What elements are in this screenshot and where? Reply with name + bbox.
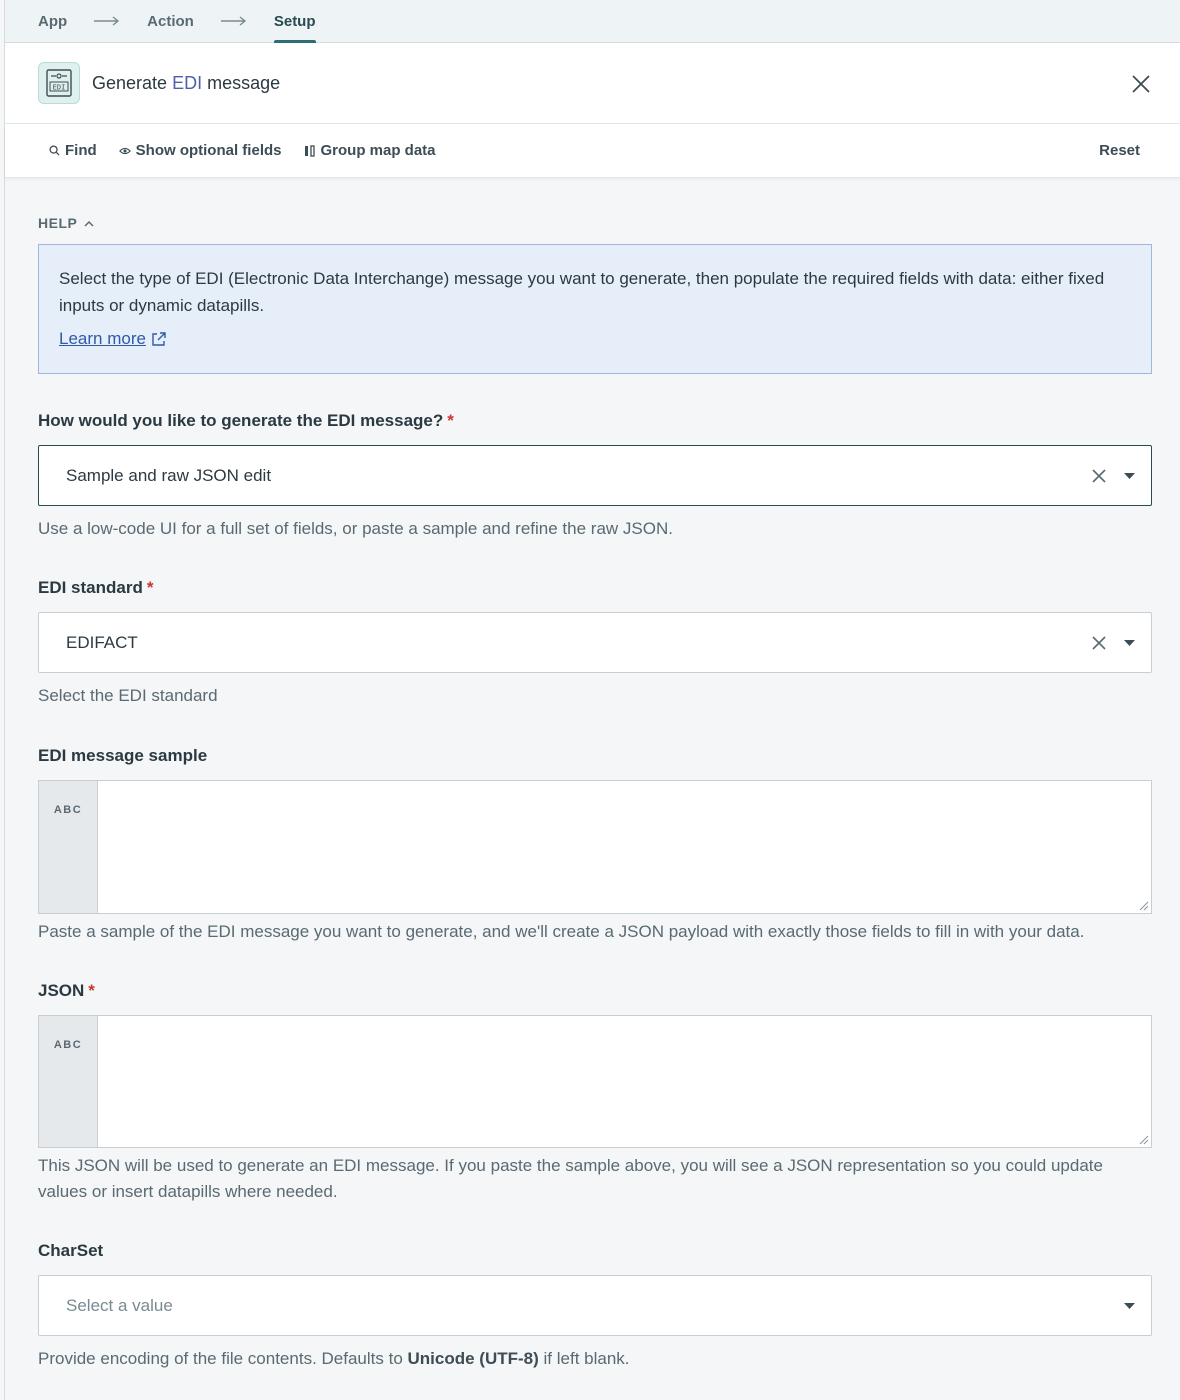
panel-header — [5, 43, 1180, 124]
group-map-data-button[interactable]: Group map data — [304, 142, 436, 159]
chevron-up-icon — [84, 220, 94, 227]
field-hint: This JSON will be used to generate an EDI message. If you paste the sample above, you will see a JSON representation so you could update values or insert datapills where needed. — [38, 1156, 1103, 1201]
caret-down-icon[interactable] — [1124, 473, 1135, 479]
recipe-step-panel — [4, 0, 1180, 1400]
required-marker: * — [88, 981, 95, 1000]
find-button[interactable]: Find — [49, 142, 97, 159]
page-title: Generate EDI message — [92, 72, 281, 93]
field-label: How would you like to generate the EDI message? * — [38, 411, 454, 430]
learn-more-link[interactable]: Learn more — [59, 329, 166, 349]
edi-sample-input-wrap — [38, 780, 1152, 914]
arrow-right-icon — [94, 16, 120, 26]
external-link-icon — [151, 332, 166, 347]
field-hint: Paste a sample of the EDI message you want to generate, and we'll create a JSON payload with exactly those fields to fill in with your data. — [38, 922, 1085, 941]
clear-icon[interactable] — [1092, 469, 1106, 483]
field-charset — [38, 1241, 1151, 1372]
field-hint: Use a low-code UI for a full set of fields, or paste a sample and refine the raw JSON. — [38, 519, 673, 538]
json-textarea[interactable] — [98, 1016, 1151, 1147]
search-icon — [49, 145, 60, 156]
field-mode — [38, 411, 1151, 542]
required-marker: * — [447, 411, 454, 430]
caret-down-icon[interactable] — [1124, 1303, 1135, 1309]
field-label: CharSet — [38, 1241, 104, 1260]
type-indicator: ABC — [39, 781, 98, 913]
eye-icon — [119, 146, 131, 156]
field-hint: Provide encoding of the file contents. Defaults to Unicode (UTF-8) if left blank. — [38, 1349, 630, 1368]
field-label: JSON * — [38, 981, 95, 1000]
mode-select[interactable]: Sample and raw JSON edit — [38, 445, 1152, 506]
title-highlight: EDI — [172, 72, 203, 93]
field-edi-standard — [38, 578, 1151, 709]
step-app[interactable]: App — [38, 12, 68, 30]
field-json — [38, 981, 1151, 1205]
clear-icon[interactable] — [1092, 636, 1106, 650]
caret-down-icon[interactable] — [1124, 640, 1135, 646]
close-icon — [1130, 73, 1152, 95]
form-content — [5, 215, 1180, 1372]
reset-button[interactable]: Reset — [1099, 142, 1140, 159]
field-label: EDI standard * — [38, 578, 154, 597]
select-placeholder: Select a value — [66, 1295, 173, 1315]
required-marker: * — [146, 578, 154, 597]
resize-grip-icon[interactable] — [1139, 901, 1149, 911]
help-panel — [38, 244, 1152, 374]
edi-sample-textarea[interactable] — [98, 781, 1151, 913]
help-toggle[interactable]: HELP — [38, 215, 94, 231]
field-edi-message-sample — [38, 746, 1151, 945]
edi-standard-select[interactable]: EDIFACT — [38, 612, 1152, 673]
charset-select[interactable] — [38, 1275, 1152, 1336]
field-hint: Select the EDI standard — [38, 686, 218, 705]
json-input-wrap — [38, 1015, 1152, 1148]
step-setup[interactable]: Setup — [274, 0, 316, 43]
svg-text:EDI: EDI — [52, 83, 66, 92]
help-text: Select the type of EDI (Electronic Data Interchange) message you want to generate, then populate the required fields with data: either fixed inputs or dynamic datapills. — [59, 269, 1105, 315]
type-indicator: ABC — [39, 1016, 98, 1147]
edi-document-icon — [38, 62, 80, 104]
field-toolbar — [5, 124, 1180, 178]
field-label: EDI message sample — [38, 746, 208, 765]
close-button[interactable] — [1130, 73, 1152, 95]
group-map-icon — [304, 145, 316, 157]
step-action[interactable]: Action — [147, 12, 194, 30]
step-navigation — [5, 0, 1180, 43]
show-optional-fields-button[interactable]: Show optional fields — [119, 142, 282, 159]
resize-grip-icon[interactable] — [1139, 1135, 1149, 1145]
arrow-right-icon — [221, 16, 247, 26]
